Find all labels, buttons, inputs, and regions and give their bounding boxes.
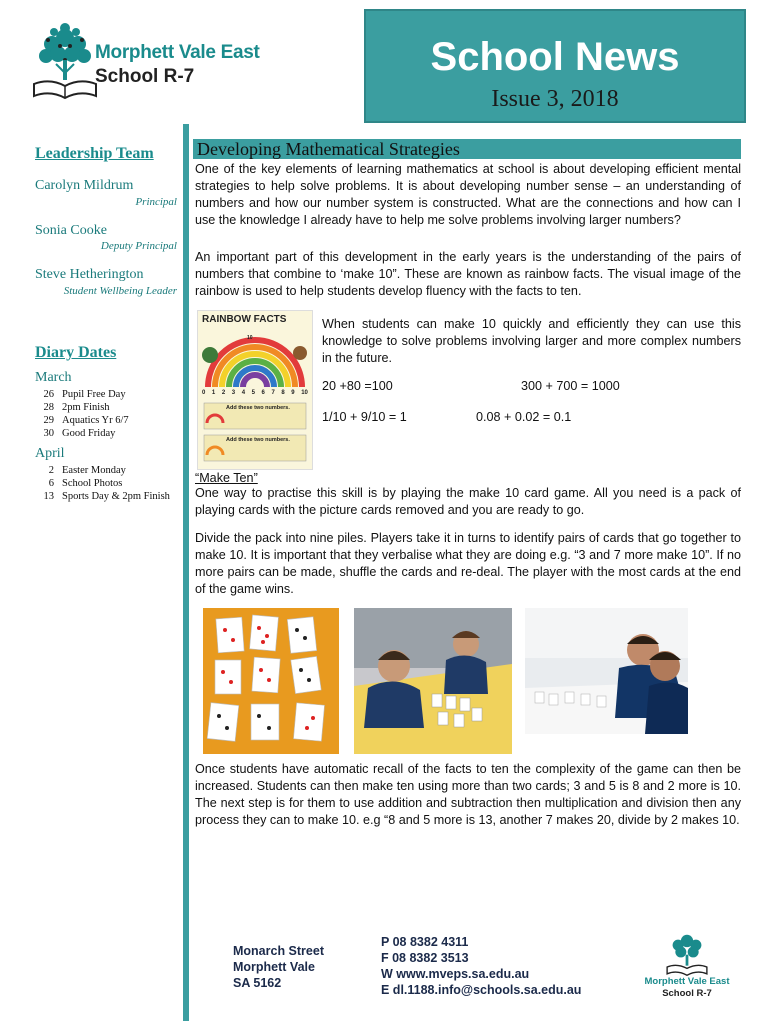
boys-icon	[525, 608, 688, 734]
address-line: Morphett Vale	[233, 960, 315, 974]
diary-entry	[32, 402, 110, 413]
rainbow-number: 9	[291, 390, 295, 396]
month-label: April	[35, 446, 65, 461]
article-paragraph: One way to practise this skill is by playing the make 10 card game. All you need is a pack of playing cards with the picture cards removed and you are ready to go.	[195, 486, 741, 517]
rainbow-image-title: RAINBOW FACTS	[202, 314, 287, 325]
phone-number: P 08 8382 4311	[381, 935, 469, 949]
fax-number: F 08 8382 3513	[381, 951, 469, 965]
sidebar	[18, 124, 189, 1021]
students-playing-photo	[354, 608, 512, 754]
diary-text: Sports Day & 2pm Finish	[62, 491, 170, 502]
diary-text: Good Friday	[62, 428, 116, 439]
diary-text: School Photos	[62, 478, 123, 489]
footer-logo	[632, 930, 742, 1002]
rainbow-number: 5	[251, 390, 255, 396]
address-line: SA 5162	[233, 976, 282, 990]
article-paragraph: One of the key elements of learning mathematics at school is about developing efficient mental strategies to help solve problems. It is about developing number sense – an understanding of numbers and how our number system is constructed. What are the connections and how can I use the knowledge I already have to help me solve problems involving larger numbers?	[195, 162, 741, 227]
article-paragraph: Divide the pack into nine piles. Players take it in turns to identify pairs of cards that go together to make 10. It is important that they verbalise what they are doing e.g. “3 and 7 more make 10”. If no more pairs can be made, shuffle the cards and re-deal. The player with the most cards at the end of the game wins.	[195, 531, 741, 596]
equation: 20 +80 =100	[322, 379, 393, 393]
leader-role: Deputy Principal	[100, 240, 177, 252]
section-title-bar	[193, 139, 741, 159]
equation: 0.08 + 0.02 = 0.1	[476, 410, 572, 424]
leader-role: Principal	[135, 196, 177, 208]
leadership-heading: Leadership Team	[35, 145, 154, 162]
rainbow-number: 1	[211, 390, 216, 396]
equation: 300 + 700 = 1000	[521, 379, 620, 393]
leader-role: Student Wellbeing Leader	[63, 285, 177, 297]
footer-address	[233, 943, 324, 991]
rainbow-ten-label: 10	[247, 335, 253, 341]
rainbow-number: 4	[241, 390, 246, 396]
rainbow-number: 10	[301, 390, 308, 396]
diary-day: 13	[43, 491, 54, 502]
tree-book-icon	[662, 930, 712, 978]
issue-number: Issue 3, 2018	[491, 86, 619, 112]
rainbow-number: 8	[281, 390, 285, 396]
diary-text: Aquatics Yr 6/7	[62, 415, 129, 426]
rainbow-number: 2	[221, 390, 226, 396]
rainbow-facts-image	[197, 310, 313, 470]
rainbow-number: 3	[231, 390, 236, 396]
logo-name: Morphett Vale East	[95, 42, 260, 63]
school-logo	[30, 18, 270, 118]
rainbow-number: 0	[202, 390, 206, 396]
diary-day: 28	[43, 402, 54, 413]
tree-book-icon	[30, 20, 100, 106]
diary-day: 2	[48, 465, 54, 476]
footer-logo-school: School R-7	[662, 988, 712, 999]
diary-day: 30	[43, 428, 54, 439]
email-link[interactable]: E dl.1188.info@schools.sa.edu.au	[381, 983, 582, 997]
rainbow-row-label: Add these two numbers.	[226, 405, 290, 411]
diary-day: 29	[43, 415, 54, 426]
footer-logo-name: Morphett Vale East	[644, 976, 730, 987]
diary-entry	[32, 491, 170, 502]
playing-cards-icon	[203, 608, 339, 754]
newsletter-title: School News	[430, 35, 680, 79]
rainbow-number: 7	[271, 390, 275, 396]
article-paragraph: When students can make 10 quickly and efficiently they can use this knowledge to solve problems involving larger and more complex numbers in the future.	[322, 317, 741, 365]
diary-entry	[32, 415, 129, 426]
title-banner	[364, 9, 746, 123]
leader-name: Carolyn Mildrum	[35, 178, 134, 193]
address-line: Monarch Street	[233, 944, 324, 958]
rainbow-number-line	[202, 390, 308, 396]
diary-entry	[32, 389, 126, 400]
diary-entry	[32, 428, 115, 439]
article-paragraph: Once students have automatic recall of the facts to ten the complexity of the game can then be increased. Students can then make ten using more than two cards; 3 and 5 is 8 and 2 more is 10. The next step is for them to use addition and subtraction then multiplication and division then any process they can to make 10. e.g “8 and 5 more is 13, another 7 makes 20, divide by 2 makes 10.	[195, 762, 741, 827]
diary-text: Easter Monday	[62, 465, 126, 476]
website-link[interactable]: W www.mveps.sa.edu.au	[381, 967, 530, 981]
month-label: March	[35, 370, 72, 385]
equation: 1/10 + 9/10 = 1	[322, 410, 407, 424]
make-ten-heading: “Make Ten”	[195, 471, 258, 485]
leader-name: Steve Hetherington	[35, 267, 144, 282]
article-title: Developing Mathematical Strategies	[197, 139, 460, 159]
diary-heading: Diary Dates	[35, 344, 117, 361]
footer-contact	[381, 934, 581, 998]
diary-entry	[32, 478, 122, 489]
logo-school: School R-7	[95, 66, 195, 87]
boys-playing-photo	[525, 608, 688, 734]
rainbow-number: 6	[261, 390, 265, 396]
students-icon	[354, 608, 512, 754]
diary-entry	[32, 465, 126, 476]
leader-name: Sonia Cooke	[35, 223, 107, 238]
article-paragraph: An important part of this development in the early years is the understanding of the pairs of numbers that combine to ‘make 10”. These are known as rainbow facts. The visual image of the rainbow is used to help students develop fluency with the facts to ten.	[195, 250, 741, 298]
diary-day: 6	[48, 478, 54, 489]
playing-cards-photo	[203, 608, 339, 754]
rainbow-row-label: Add these two numbers.	[226, 437, 290, 443]
diary-text: Pupil Free Day	[62, 389, 126, 400]
diary-text: 2pm Finish	[62, 402, 110, 413]
diary-day: 26	[43, 389, 54, 400]
